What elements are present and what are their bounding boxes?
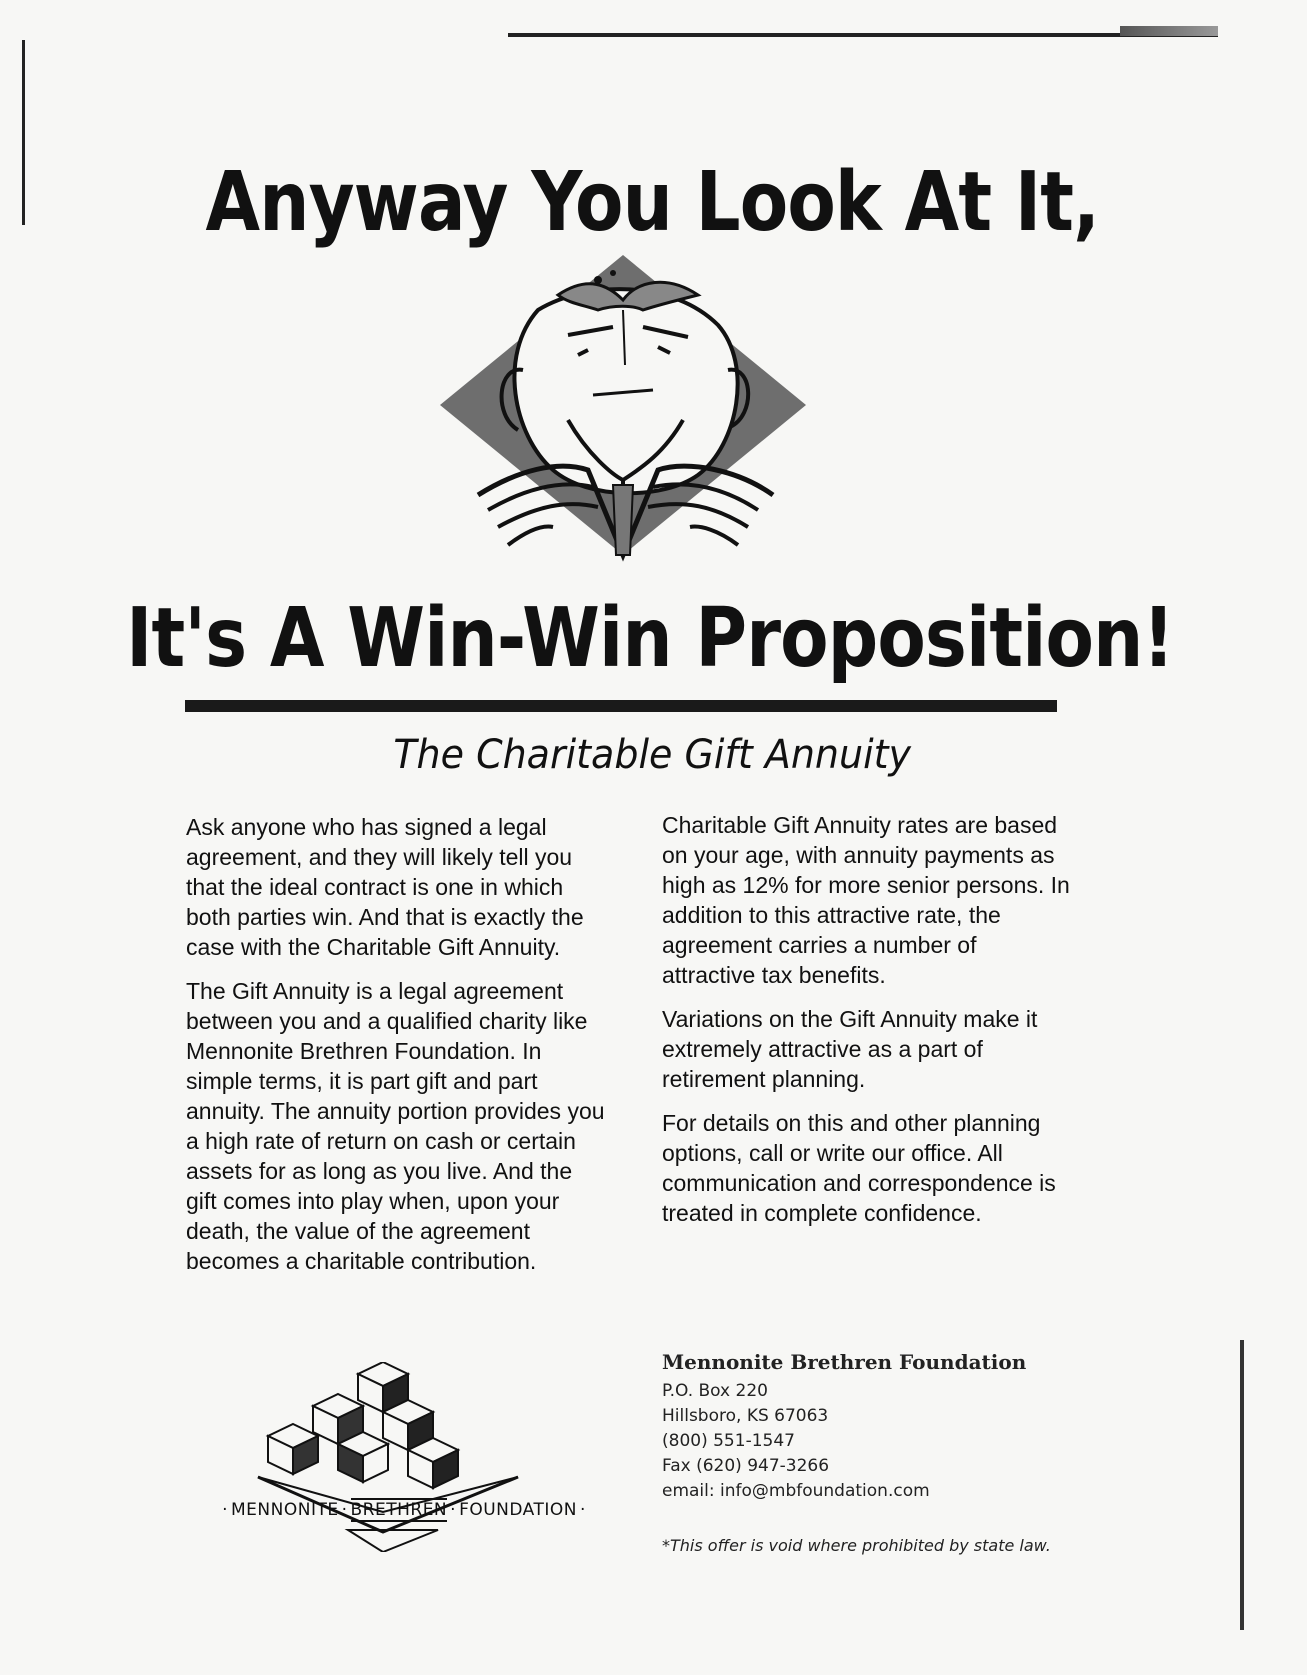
left-column	[186, 812, 606, 1290]
contact-phone: (800) 551-1547	[662, 1431, 795, 1451]
right-paragraph-2: Variations on the Gift Annuity make it extremely attractive as a part of retirement planning.	[662, 1006, 1038, 1092]
foundation-cubes-logo	[198, 1362, 610, 1552]
right-paragraph-1: Charitable Gift Annuity rates are based on your age, with annuity payments as high as 12% for more senior persons. In addition to this attractive rate, the agreement carries a number of attractive tax benefits.	[662, 812, 1070, 988]
left-paragraph-2: The Gift Annuity is a legal agreement between you and a qualified charity like Mennonite Brethren Foundation. In simple terms, it is part gift and part annuity. The annuity portion provides you a high rate of return on cash or certain assets for as long as you live. And the gift comes into play when, upon your death, the value of the agreement becomes a charitable contribution.	[186, 978, 605, 1274]
logo-wordmark: · MENNONITE · BRETHREN · FOUNDATION ·	[222, 1500, 586, 1520]
contact-org-name: Mennonite Brethren Foundation	[662, 1350, 1027, 1374]
contact-fax: Fax (620) 947-3266	[662, 1456, 830, 1476]
right-paragraph-3: For details on this and other planning options, call or write our office. All communication and correspondence is treated in complete confidence.	[662, 1110, 1056, 1226]
disclaimer: *This offer is void where prohibited by state law.	[662, 1536, 1051, 1555]
subtitle: The Charitable Gift Annuity	[393, 732, 912, 778]
scan-border-left	[22, 40, 25, 225]
logo-word-mennonite: MENNONITE	[231, 1500, 339, 1520]
headline-top: Anyway You Look At It,	[205, 155, 1100, 250]
right-column	[662, 810, 1072, 1242]
divider-rule	[185, 700, 1057, 712]
logo-word-foundation: FOUNDATION	[459, 1500, 577, 1520]
contact-email: email: info@mbfoundation.com	[662, 1481, 930, 1501]
scan-border-right	[1240, 1340, 1244, 1630]
contact-address-line-2: Hillsboro, KS 67063	[662, 1406, 829, 1426]
scan-border-top	[508, 33, 1218, 37]
thinking-man-illustration	[438, 255, 808, 595]
left-paragraph-1: Ask anyone who has signed a legal agreement, and they will likely tell you that the ideal contract is one in which both parties win. And that is exactly the case with the Charitable Gift Annuity.	[186, 814, 584, 960]
contact-address-line-1: P.O. Box 220	[662, 1381, 768, 1401]
headline-bottom: It's A Win-Win Proposition!	[126, 591, 1174, 686]
contact-block	[662, 1350, 1082, 1504]
scan-border-top-shadow	[1120, 26, 1218, 36]
logo-word-brethren: BRETHREN	[350, 1500, 448, 1520]
